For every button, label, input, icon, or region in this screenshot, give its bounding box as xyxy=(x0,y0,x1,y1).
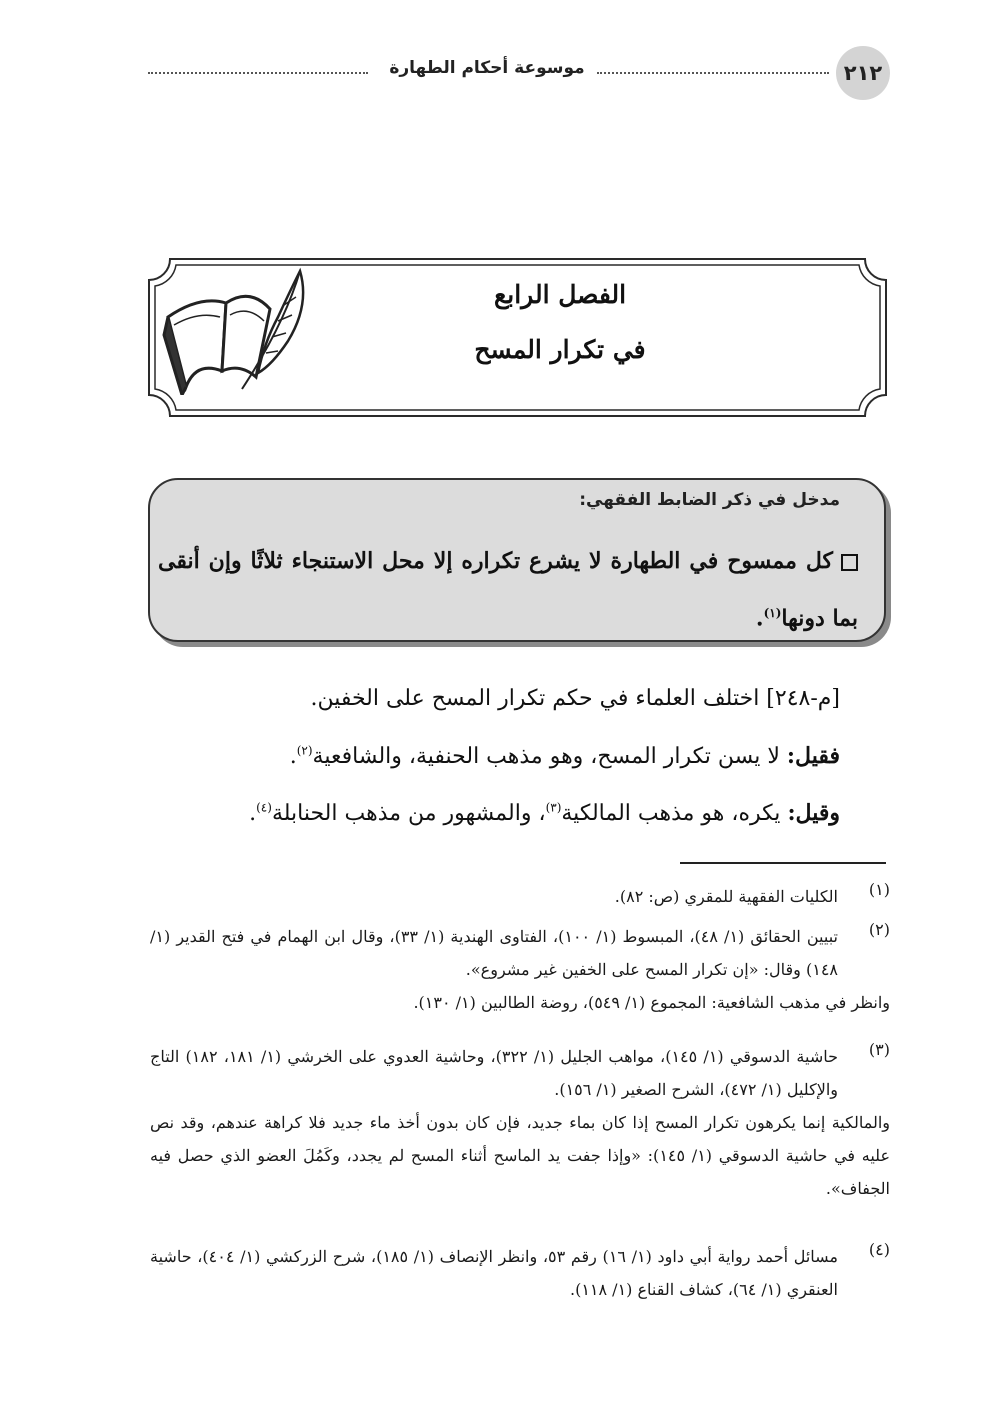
chapter-subtitle: في تكرار المسح xyxy=(474,335,646,364)
footnote-3 xyxy=(150,1040,890,1205)
footnote-text: مسائل أحمد رواية أبي داود (١/ ١٦) رقم ٥٣، وانظر الإنصاف (١/ ١٨٥)، شرح الزركشي (١/ ٤٠٤)، حاشية العنقري (١/ ٦٤)، كشاف القناع (١/ ١١٨). xyxy=(150,1247,838,1299)
footnote-1 xyxy=(150,880,890,913)
footnote-2 xyxy=(150,920,890,1019)
footnote-ref: (٣) xyxy=(545,800,562,815)
checkbox-icon xyxy=(841,554,858,571)
footnote-separator xyxy=(680,862,886,864)
footnote-ref: (٤) xyxy=(256,800,272,815)
footnote-ref: (٢) xyxy=(296,743,313,758)
chapter-title: الفصل الرابع xyxy=(493,280,627,309)
footnote-ref: (١) xyxy=(763,606,782,620)
header-dotted-rule-left xyxy=(148,72,368,74)
book-and-quill-icon xyxy=(160,265,310,395)
body-line-1: [م-٢٤٨] اختلف العلماء في حكم تكرار المسح على الخفين. xyxy=(310,686,840,711)
footnote-text-extra: والمالكية إنما يكرهون تكرار المسح إذا كان بماء جديد، فإن كان بدون أخذ ماء جديد فلا كراهة عندهم، وقد نص عليه في حاشية الدسوقي (١/ ١٤٥): «وإذا جفت يد الماسح أثناء المسح لم يجدد، وكَمُلَ العضو الذي حصل فيه الجفاف». xyxy=(150,1113,891,1198)
footnote-text-extra: وانظر في مذهب الشافعية: المجموع (١/ ٥٤٩)، روضة الطالبين (١/ ١٣٠). xyxy=(413,993,890,1012)
footnote-number: (٤) xyxy=(868,1240,890,1259)
footnote-number: (٢) xyxy=(868,920,890,939)
body-line-2: فقيل: لا يسن تكرار المسح، وهو مذهب الحنفية، والشافعية$^{(٢)}$. xyxy=(289,743,840,769)
body-line-3: وقيل: يكره، هو مذهب المالكية$^{(٣)}$، والمشهور من مذهب الحنابلة$^{(٤)}$. xyxy=(249,800,840,826)
rule-text: كل ممسوح في الطهارة لا يشرع تكراره إلا محل الاستنجاء ثلاثًا وإن أنقى بما دونها$^{(١)}$. xyxy=(158,548,858,632)
footnote-4 xyxy=(150,1240,890,1306)
footnote-number: (١) xyxy=(868,880,890,899)
header-dotted-rule-right xyxy=(597,72,829,74)
header-title: موسوعة أحكام الطهارة xyxy=(389,58,585,78)
footnote-text: تبيين الحقائق (١/ ٤٨)، المبسوط (١/ ١٠٠)، الفتاوى الهندية (١/ ٣٣)، وقال ابن الهمام في فتح القدير (١/ ١٤٨) وقال: «إن تكرار المسح على الخفين غير مشروع». xyxy=(150,927,838,979)
page-number: ٢١٢ xyxy=(836,46,890,100)
footnote-number: (٣) xyxy=(868,1040,890,1059)
footnote-text: حاشية الدسوقي (١/ ١٤٥)، مواهب الجليل (١/ ٣٢٢)، وحاشية العدوي على الخرشي (١/ ١٨١، ١٨٢) التاج والإكليل (١/ ٤٧٢)، الشرح الصغير (١/ ١٥٦). xyxy=(150,1047,839,1099)
footnote-text: الكليات الفقهية للمقري (ص: ٨٢). xyxy=(614,887,838,906)
rule-heading: مدخل في ذكر الضابط الفقهي: xyxy=(579,490,840,510)
